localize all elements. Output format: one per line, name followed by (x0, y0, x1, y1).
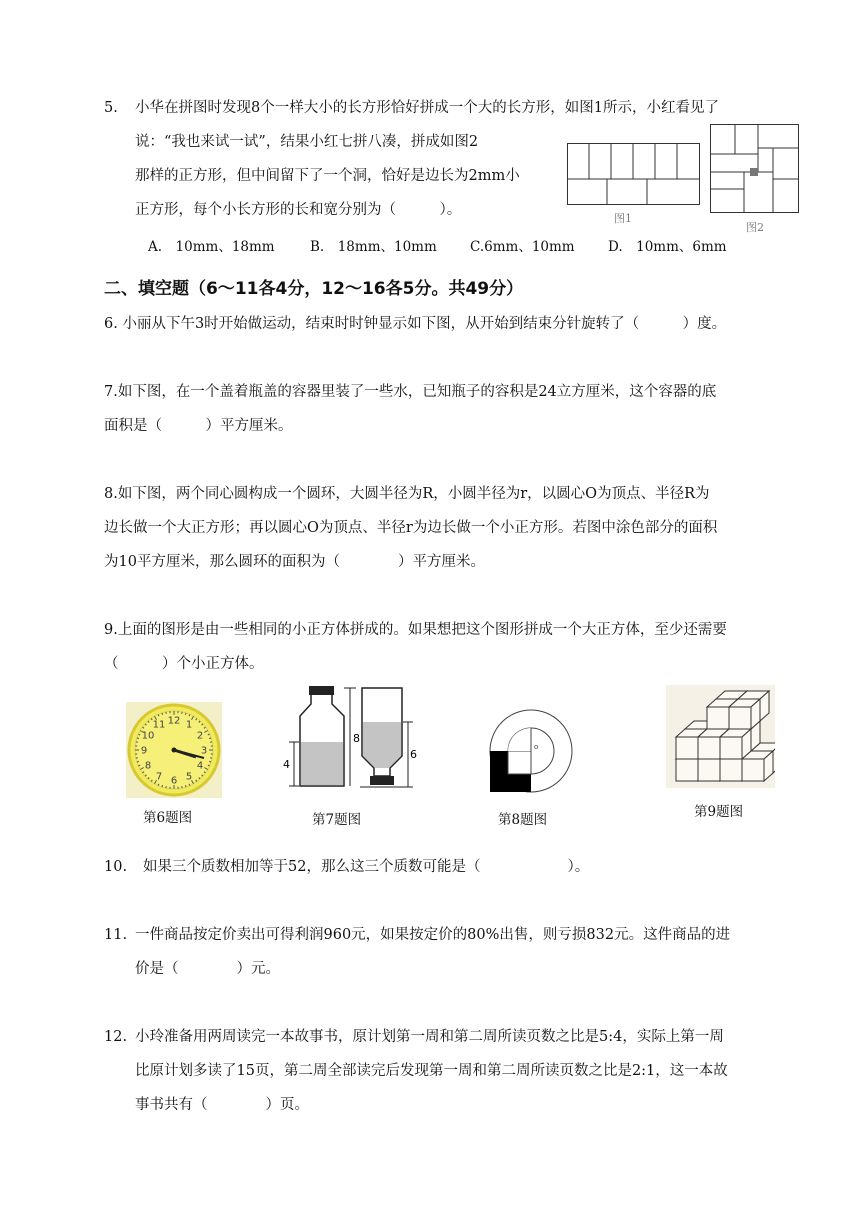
q11-number: 11. (104, 927, 128, 943)
q11-line-2: 价是（ ）元。 (135, 961, 280, 977)
label-water-right: 6 (410, 748, 417, 761)
fig6-caption: 第6题图 (143, 810, 193, 826)
label-total: 8 (353, 732, 360, 745)
clock-tick (137, 761, 139, 762)
q11-line-1: 一件商品按定价卖出可得利润960元，如果按定价的80%出售，则亏损832元。这件商品的进 (135, 927, 731, 943)
center-label: o (534, 743, 539, 751)
cubes-figure (666, 685, 775, 788)
q5-figure-2 (710, 124, 799, 213)
left-bottle-water (301, 742, 343, 785)
q5-line-2: 说：“我也来试一试”，结果小红七拼八凑，拼成如图2 (135, 134, 479, 150)
cube-face (698, 759, 720, 781)
q5-option-d: D. 10mm、6mm (608, 239, 727, 255)
clock-figure (126, 702, 222, 798)
clock-tick (162, 785, 163, 787)
clock-tick (209, 738, 211, 739)
clock-number: 3 (200, 745, 208, 757)
cube-face (676, 737, 698, 759)
clock-number: 2 (196, 730, 204, 742)
q7-line-1: 7.如下图，在一个盖着瓶盖的容器里装了一些水，已知瓶子的容积是24立方厘米，这个容器的底 (104, 384, 717, 400)
clock-number: 6 (170, 775, 178, 787)
label-water-left: 4 (283, 758, 290, 771)
q12-line-3: 事书共有（ ）页。 (135, 1097, 309, 1113)
clock-tick (209, 761, 211, 762)
q5-option-c: C.6mm、10mm (470, 239, 575, 255)
q9-line-1: 9.上面的图形是由一些相同的小正方体拼成的。如果想把这个图形拼成一个大正方体，至少还需要 (104, 622, 727, 638)
clock-tick (162, 713, 163, 715)
cube-face (720, 759, 742, 781)
clock-number: 4 (196, 760, 204, 772)
q10-text: 如果三个质数相加等于52，那么这三个质数可能是（ ）。 (143, 859, 590, 875)
q5-figure-1 (567, 143, 700, 205)
cube-face (720, 737, 742, 759)
q8-line-1: 8.如下图，两个同心圆构成一个圆环，大圆半径为R，小圆半径为r，以圆心O为顶点、半径R为 (104, 486, 710, 502)
cube-face (707, 707, 729, 729)
clock-number: 1 (185, 719, 193, 731)
q8-line-2: 边长做一个大正方形；再以圆心O为顶点、半径r为边长做一个小正方形。若图中涂色部分的面积 (104, 520, 718, 536)
q5-option-b: B. 18mm、10mm (310, 239, 437, 255)
q5-line-1: 小华在拼图时发现8个一样大小的长方形恰好拼成一个大的长方形，如图1所示，小红看见了 (135, 100, 719, 116)
q7-line-2: 面积是（ ）平方厘米。 (104, 418, 293, 434)
section-2-title: 二、填空题（6～11各4分，12～16各5分。共49分） (104, 279, 524, 299)
q5-figure-2-caption: 图2 (746, 221, 764, 234)
clock-number: 9 (140, 745, 148, 757)
clock-number: 11 (152, 719, 166, 731)
fig7-caption: 第7题图 (312, 812, 362, 828)
clock-tick (185, 713, 186, 715)
clock-number: 8 (144, 760, 152, 772)
small-square (508, 751, 531, 774)
q5-line-4: 正方形，每个小长方形的长和宽分别为（ ）。 (135, 202, 462, 218)
cube-face (676, 759, 698, 781)
ring-figure (488, 708, 574, 794)
q12-number: 12. (104, 1029, 128, 1045)
cube-face (729, 707, 751, 729)
q5-number: 5. (104, 100, 118, 116)
cube-face (742, 759, 764, 781)
clock-number: 5 (185, 771, 193, 783)
q12-line-2: 比原计划多读了15页，第二周全部读完后发现第一周和第二周所读页数之比是2:1，这一本故 (135, 1063, 728, 1079)
right-bottle-water (363, 722, 401, 768)
fig8-caption: 第8题图 (498, 812, 548, 828)
fig9-caption: 第9题图 (694, 804, 744, 820)
q10-number: 10. (104, 859, 128, 875)
clock-number: 7 (155, 771, 163, 783)
clock-number: 12 (167, 715, 181, 727)
q5-figure-1-caption: 图1 (614, 212, 632, 225)
clock-tick (185, 785, 186, 787)
q8-line-3: 为10平方厘米，那么圆环的面积为（ ）平方厘米。 (104, 554, 485, 570)
bottle-figure (280, 684, 420, 796)
clock-tick (137, 738, 139, 739)
q9-line-2: （ ）个小正方体。 (104, 656, 264, 672)
q5-line-3: 那样的正方形，但中间留下了一个洞，恰好是边长为2mm小 (135, 168, 520, 184)
clock-number: 10 (141, 730, 155, 742)
q5-option-a: A. 10mm、18mm (148, 239, 275, 255)
cube-face (698, 737, 720, 759)
q12-line-1: 小玲准备用两周读完一本故事书，原计划第一周和第二周所读页数之比是5:4，实际上第一周 (135, 1029, 724, 1045)
q6-text: 6. 小丽从下午3时开始做运动，结束时时钟显示如下图，从开始到结束分针旋转了（ ）度。 (104, 316, 727, 332)
